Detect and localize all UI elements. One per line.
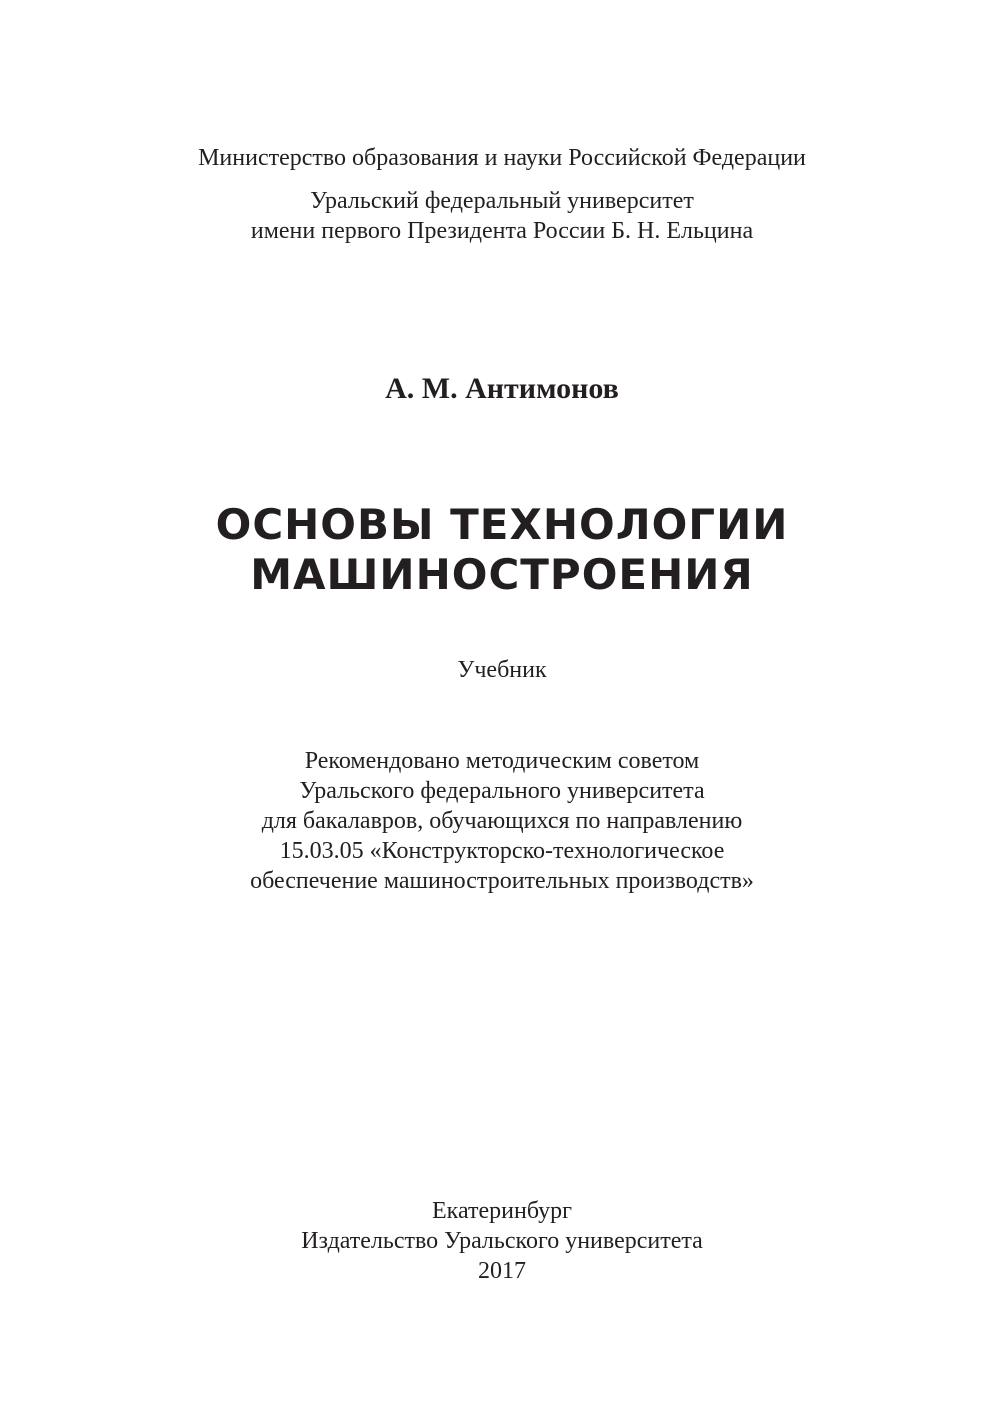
publication-type: [0, 655, 1004, 685]
recommendation-line-3: для бакалавров, обучающихся по направлению: [261, 808, 743, 834]
author-name: [0, 371, 1004, 407]
book-title-line-2: МАШИНОСТРОЕНИЯ: [250, 550, 754, 599]
ministry-text: Министерство образования и науки Российской Федерации: [198, 145, 806, 171]
imprint-publisher: Издательство Уральского университета: [301, 1228, 703, 1254]
book-title-line-1: ОСНОВЫ ТЕХНОЛОГИИ: [215, 500, 789, 549]
author-text: А. М. Антимонов: [385, 372, 619, 405]
university-line-1: Уральский федеральный университет: [310, 188, 694, 214]
imprint-block: [0, 1196, 1004, 1286]
recommendation-line-5: обеспечение машиностроительных производств»: [250, 868, 754, 894]
ministry-line: [0, 143, 1004, 173]
recommendation-block: [0, 746, 1004, 896]
book-title: [0, 500, 1004, 600]
recommendation-line-4: 15.03.05 «Конструкторско-технологическое: [279, 838, 725, 864]
recommendation-line-2: Уральского федерального университета: [299, 778, 705, 804]
recommendation-line-1: Рекомендовано методическим советом: [304, 748, 700, 774]
publication-type-text: Учебник: [457, 657, 547, 683]
imprint-year: 2017: [478, 1258, 526, 1284]
imprint-city: Екатеринбург: [432, 1198, 572, 1224]
university-line-2: имени первого Президента России Б. Н. Ельцина: [250, 218, 754, 244]
university-block: [0, 186, 1004, 246]
